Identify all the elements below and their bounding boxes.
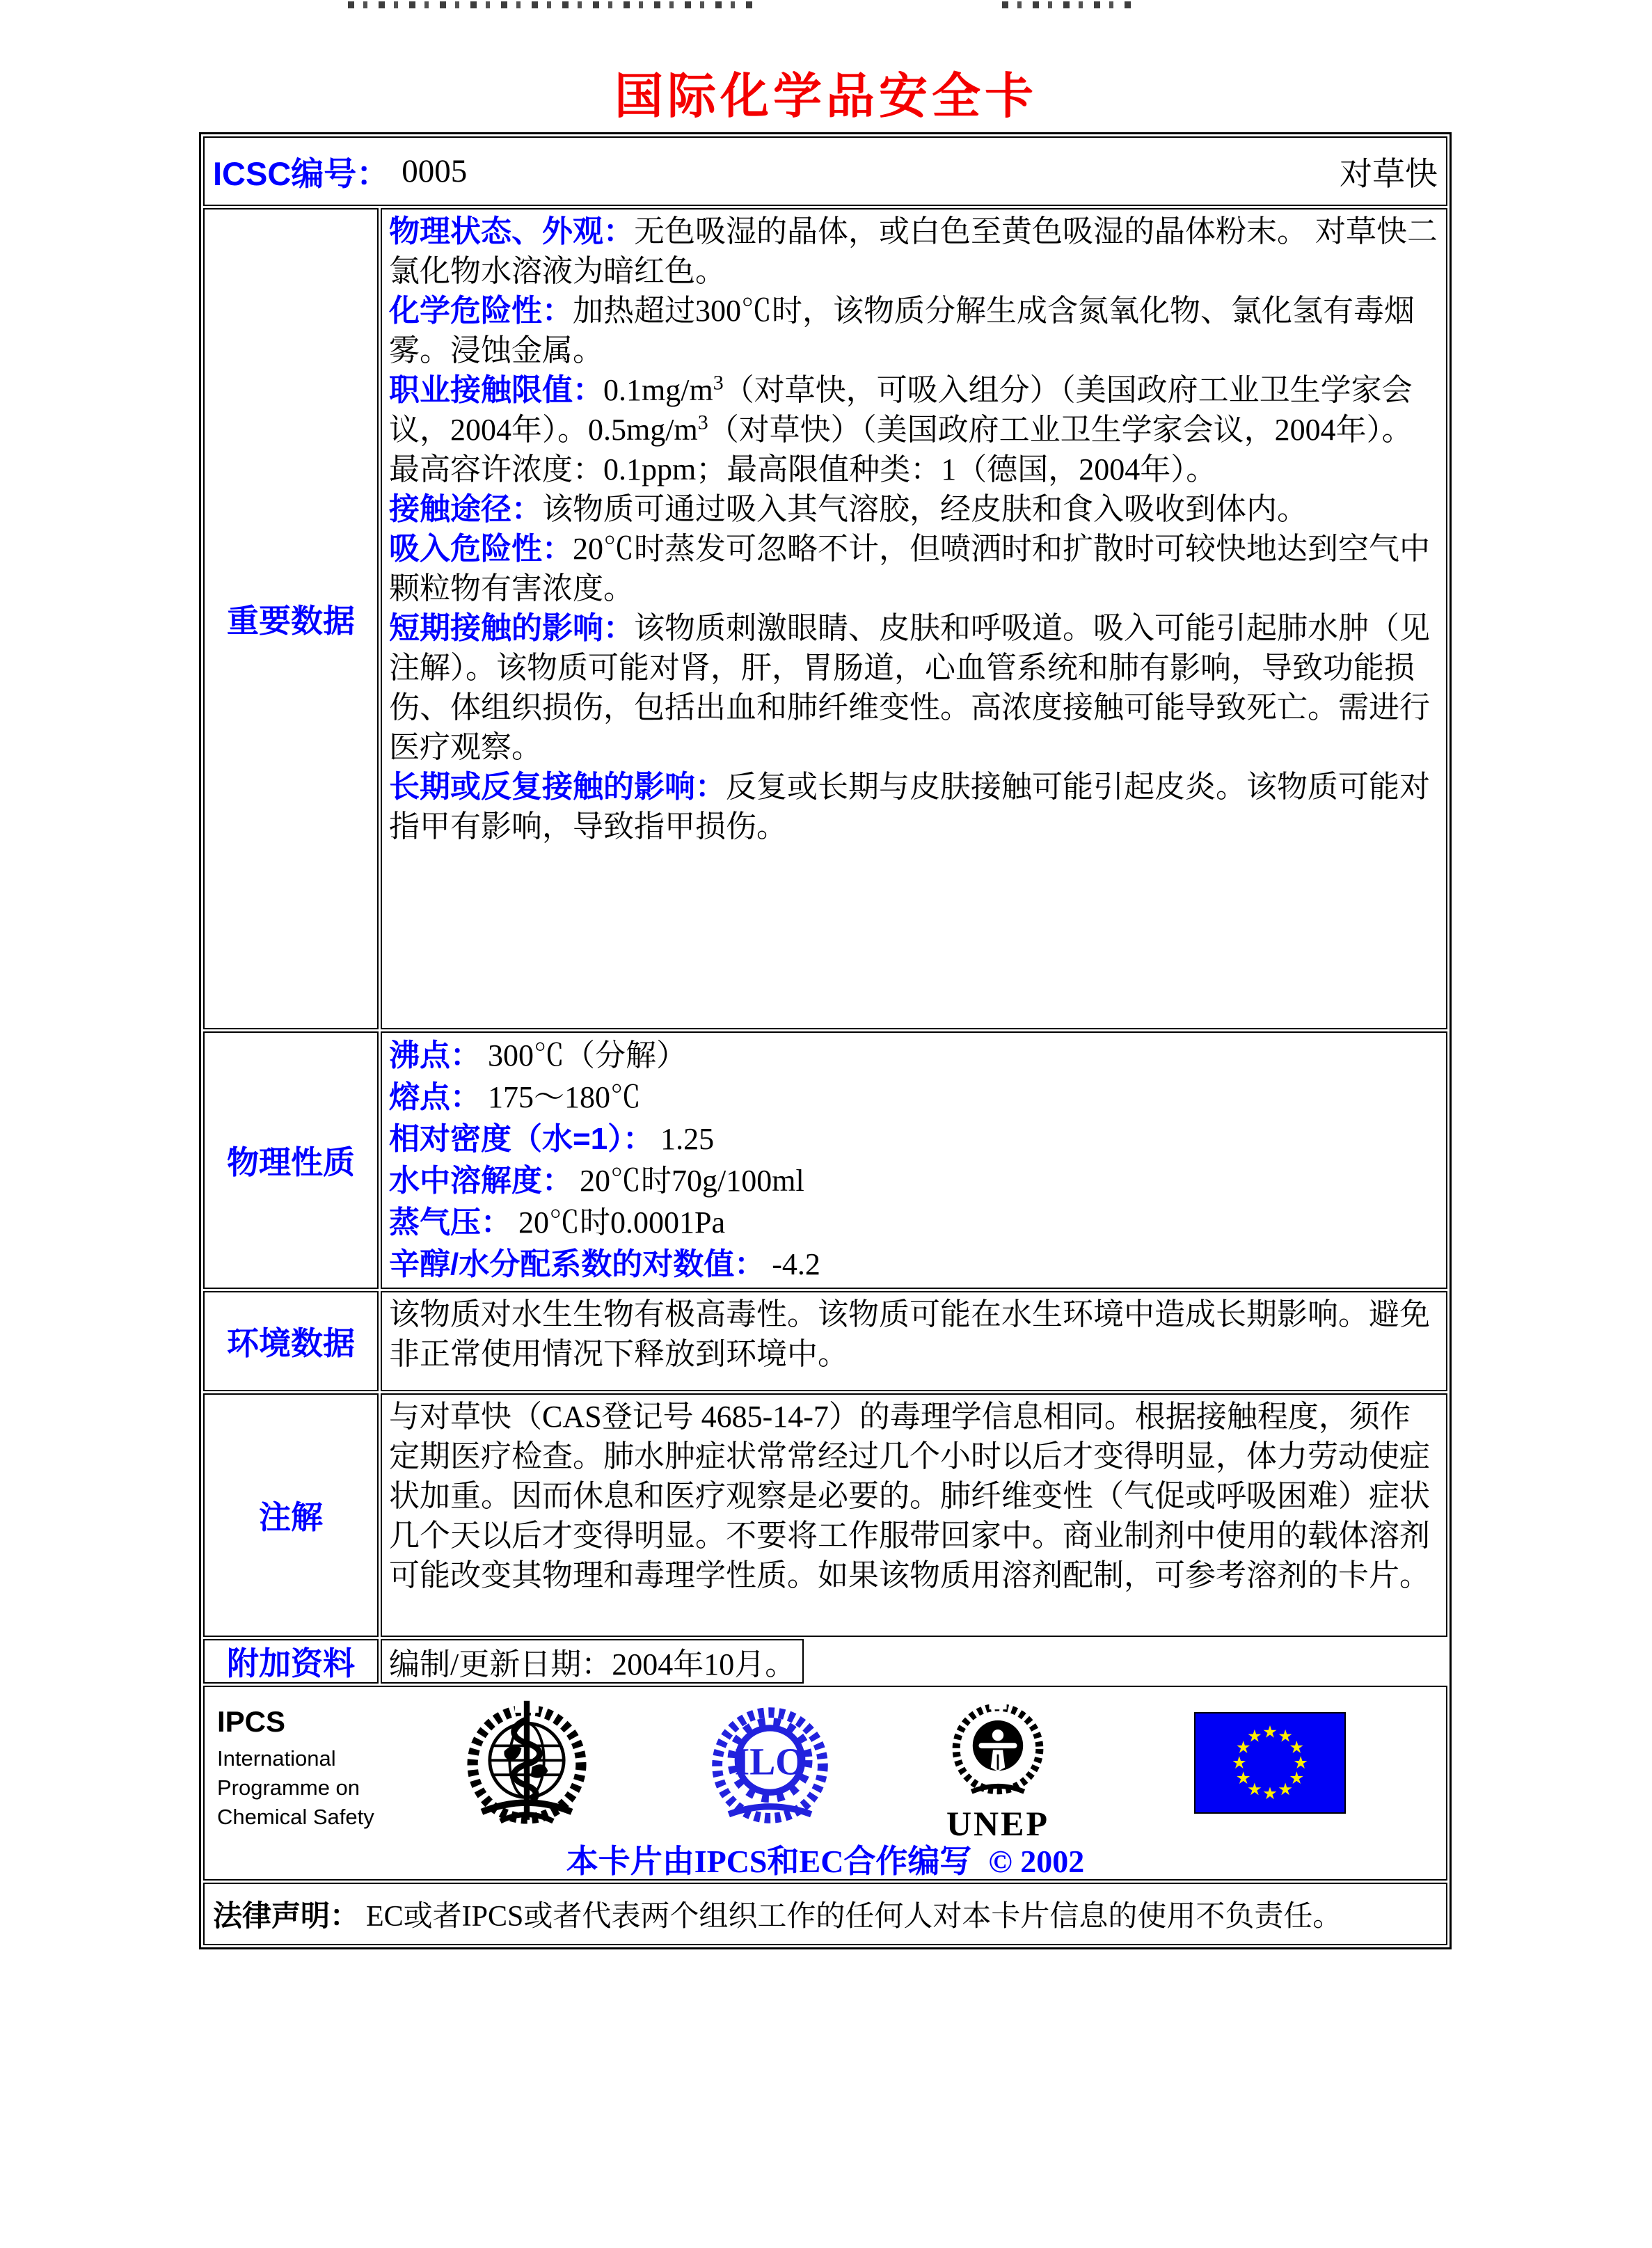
- icsc-number-group: [213, 148, 467, 195]
- short-term-effects-text: 该物质刺激眼睛、皮肤和呼吸道。吸入可能引起肺水肿（见注解）。该物质可能对肾，肝，胃肠道，心血管系统和肺有影响，导致功能损伤、体组织损伤，包括出血和肺纤维变性。高浓度接触可能导致死亡。需进行医疗观察。: [389, 611, 1430, 764]
- environmental-data-text: 该物质对水生生物有极高毒性。该物质可能在水生环境中造成长期影响。避免非正常使用情况下释放到环境中。: [389, 1297, 1430, 1371]
- unep-logo-icon: [943, 1700, 1053, 1803]
- water-solubility-item: [389, 1160, 1439, 1202]
- ipcs-name: IPCS: [217, 1705, 286, 1738]
- notes-row-label: 注解: [203, 1393, 379, 1637]
- eu-flag-icon: [1194, 1712, 1346, 1814]
- notes-text: 与对草快（CAS登记号 4685-14-7）的毒理学信息相同。根据接触程度，须作定期医疗检查。肺水肿症状常常经过几个小时以后才变得明显，体力劳动使症状加重。因而休息和医疗观察是必要的。肺纤维变性（气促或呼吸困难）症状几个天以后才变得明显。不要将工作服带回家中。商业制剂中使用的载体溶剂可能改变其物理和毒理学性质。如果该物质用溶剂配制，可参考溶剂的卡片。: [389, 1400, 1430, 1592]
- ipcs-line-1: International: [217, 1746, 336, 1771]
- inhalation-risk-label: 吸入危险性：: [389, 532, 573, 566]
- table-row-legal: [203, 1883, 1447, 1945]
- short-term-effects-label: 短期接触的影响：: [389, 611, 634, 645]
- long-term-effects-text: 反复或长期与皮肤接触可能引起皮炎。该物质可能对指甲有影响，导致指甲损伤。: [389, 770, 1430, 844]
- copyright-text: © 2002: [988, 1844, 1085, 1879]
- table-row-environmental-data: [203, 1291, 1447, 1391]
- chemical-danger-item: [389, 291, 1439, 370]
- melting-point-label: 熔点：: [389, 1080, 481, 1114]
- exposure-routes-item: [389, 489, 1439, 529]
- page-title: 国际化学品安全卡: [614, 69, 1038, 123]
- long-term-effects-label: 长期或反复接触的影响：: [389, 770, 726, 804]
- relative-density-label: 相对密度（水=1）：: [389, 1122, 654, 1156]
- octanol-water-log-item: [389, 1244, 1439, 1285]
- ilo-logo-icon: [706, 1701, 834, 1830]
- clipped-top-text-fragment: [348, 1, 759, 8]
- clipped-top-text-fragment: [1002, 1, 1131, 8]
- superscript: 3: [713, 371, 724, 395]
- eu-stars: [1233, 1725, 1308, 1799]
- header-cell: [203, 136, 1447, 206]
- occupational-limits-label: 职业接触限值：: [389, 373, 603, 407]
- additional-info-row-label: 附加资料: [203, 1639, 379, 1684]
- vapor-pressure-value: 20℃时0.0001Pa: [518, 1205, 725, 1240]
- melting-point-item: [389, 1077, 1439, 1118]
- physical-state-label: 物理状态、外观：: [389, 214, 634, 248]
- legal-notice-label: 法律声明：: [213, 1899, 360, 1932]
- short-term-effects-item: [389, 608, 1439, 767]
- credit-text: 本卡片由IPCS和EC合作编写: [566, 1844, 972, 1879]
- occupational-limits-text-1: 0.1mg/m: [603, 373, 713, 407]
- chemical-name: 对草快: [1340, 156, 1438, 193]
- chemical-danger-text: 加热超过300℃时，该物质分解生成含氮氧化物、氯化氢有毒烟雾。浸蚀金属。: [389, 294, 1415, 367]
- table-row-physical-properties: [203, 1031, 1447, 1289]
- exposure-routes-label: 接触途径：: [389, 492, 542, 526]
- physical-properties-row-label: 物理性质: [203, 1031, 379, 1289]
- inhalation-risk-text: 20℃时蒸发可忽略不计，但喷洒时和扩散时可较快地达到空气中颗粒物有害浓度。: [389, 532, 1430, 605]
- ilo-logo-text: ILO: [734, 1741, 806, 1784]
- inhalation-risk-item: [389, 529, 1439, 608]
- relative-density-value: 1.25: [660, 1122, 715, 1156]
- icsc-number-value: 0005: [402, 153, 468, 189]
- occupational-limits-text-3: （对草快）（美国政府工业卫生学家会议，2004年）。最高容许浓度：0.1ppm；最高限值种类：1（德国，2004年）。: [389, 413, 1413, 486]
- environmental-data-content: [381, 1291, 1447, 1391]
- table-row-additional-info: [203, 1639, 1447, 1684]
- table-row-important-data: [203, 208, 1447, 1029]
- ipcs-line-2: Programme on: [217, 1775, 360, 1800]
- table-row-header: [203, 136, 1447, 206]
- physical-state-text: 无色吸湿的晶体，或白色至黄色吸湿的晶体粉末。 对草快二氯化物水溶液为暗红色。: [389, 214, 1438, 288]
- ipcs-text-block: [217, 1705, 374, 1832]
- vapor-pressure-item: [389, 1202, 1439, 1244]
- icsc-card-table: [199, 132, 1452, 1949]
- table-row-logos: [203, 1686, 1447, 1881]
- table-row-notes: [203, 1393, 1447, 1637]
- environmental-data-row-label: 环境数据: [203, 1291, 379, 1391]
- notes-content: [381, 1393, 1447, 1637]
- exposure-routes-text: 该物质可通过吸入其气溶胶，经皮肤和食入吸收到体内。: [542, 492, 1308, 526]
- logos-section: [203, 1686, 1447, 1881]
- credit-line: [205, 1836, 1446, 1881]
- legal-notice-text: EC或者IPCS或者代表两个组织工作的任何人对本卡片信息的使用不负责任。: [366, 1901, 1342, 1933]
- unep-label: UNEP: [946, 1804, 1050, 1843]
- water-solubility-label: 水中溶解度：: [389, 1164, 573, 1198]
- relative-density-item: [389, 1118, 1439, 1160]
- long-term-effects-item: [389, 767, 1439, 846]
- additional-info-content: [381, 1639, 804, 1684]
- legal-notice: [203, 1883, 1447, 1945]
- boiling-point-item: [389, 1035, 1439, 1077]
- important-data-row-label: 重要数据: [203, 208, 379, 1029]
- occupational-limits-text-2: （对草快，可吸入组分）（美国政府工业卫生学家会议，2004年）。0.5mg/m: [389, 373, 1413, 447]
- melting-point-value: 175～180℃: [488, 1080, 641, 1114]
- boiling-point-value: 300℃（分解）: [488, 1038, 687, 1072]
- who-logo-icon: [461, 1698, 593, 1830]
- octanol-water-log-value: -4.2: [772, 1247, 820, 1281]
- vapor-pressure-label: 蒸气压：: [389, 1205, 511, 1240]
- additional-info-text: 编制/更新日期：2004年10月。: [389, 1647, 796, 1681]
- water-solubility-value: 20℃时70g/100ml: [580, 1164, 804, 1198]
- physical-properties-content: [381, 1031, 1447, 1289]
- superscript: 3: [697, 411, 708, 434]
- chemical-danger-label: 化学危险性：: [389, 294, 573, 328]
- unep-logo-block: [941, 1700, 1055, 1844]
- boiling-point-label: 沸点：: [389, 1038, 481, 1072]
- important-data-content: [381, 208, 1447, 1029]
- occupational-limits-item: [389, 370, 1439, 489]
- ipcs-line-3: Chemical Safety: [217, 1805, 374, 1829]
- physical-state-item: [389, 212, 1439, 291]
- octanol-water-log-label: 辛醇/水分配系数的对数值：: [389, 1247, 765, 1281]
- icsc-number-label: ICSC编号：: [213, 155, 390, 192]
- eu-flag-stars: [1196, 1713, 1344, 1812]
